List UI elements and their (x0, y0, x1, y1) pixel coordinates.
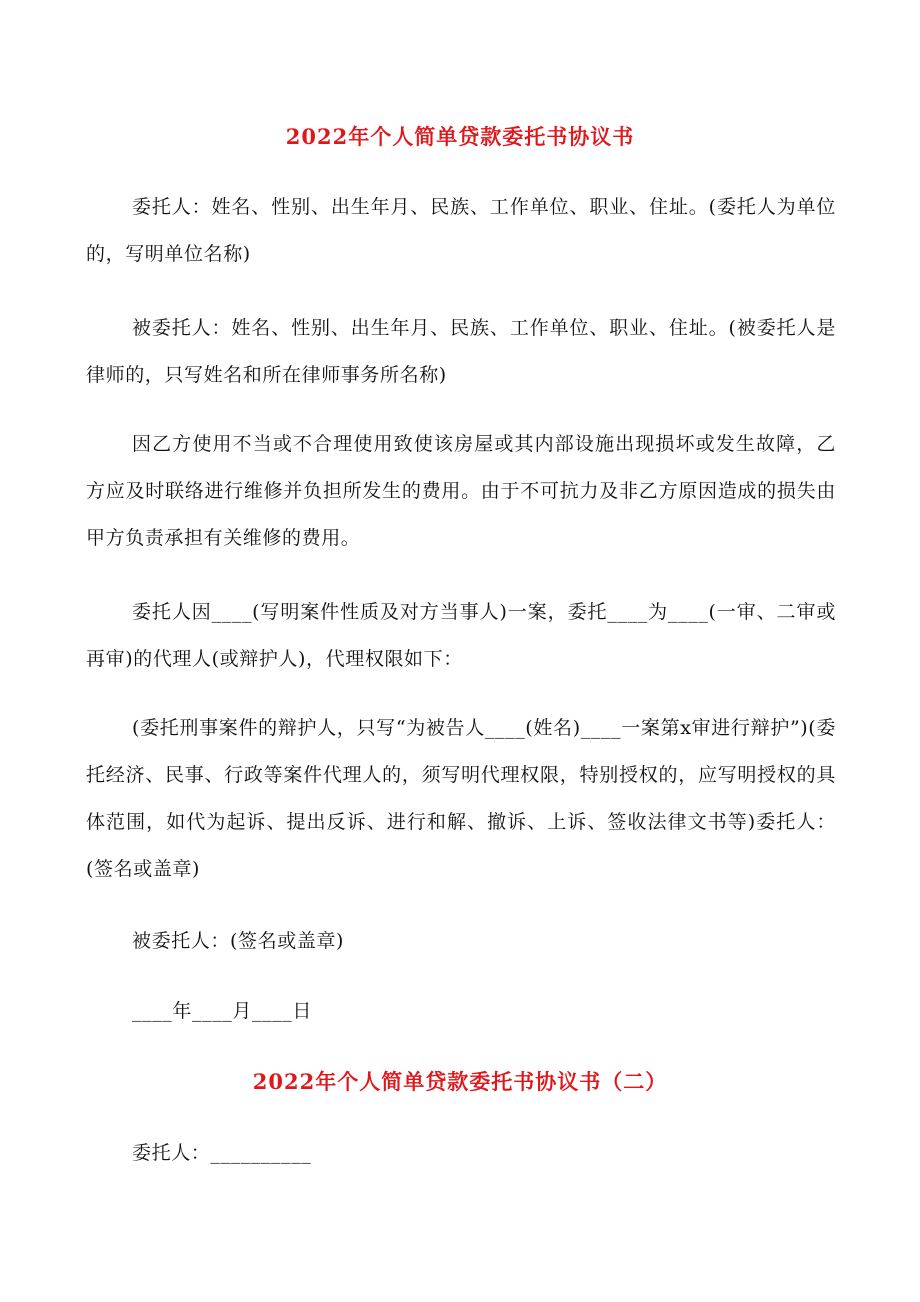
paragraph-principal-blank: 委托人：__________ (132, 1142, 312, 1164)
paragraph-authority-scope: (委托刑事案件的辩护人，只写“为被告人____(姓名)____一案第x审进行辩护”)(委托经济、民事、行政等案件代理人的，须写明代理权限，特别授权的，应写明授权的具体范围，如代为起诉、提出反诉、进行和解、撤诉、上诉、签收法律文书等)委托人：(签名或盖章) (86, 717, 836, 880)
paragraph-damage-clause: 因乙方使用不当或不合理使用致使该房屋或其内部设施出现损坏或发生故障，乙方应及时联络进行维修并负担所发生的费用。由于不可抗力及非乙方原因造成的损失由甲方负责承担有关维修的费用。 (86, 433, 836, 549)
paragraph-principal: 委托人：姓名、性别、出生年月、民族、工作单位、职业、住址。(委托人为单位的，写明单位名称) (86, 196, 836, 265)
paragraph-case-entrustment: 委托人因____(写明案件性质及对方当事人)一案，委托____为____(一审、二审或再审)的代理人(或辩护人)，代理权限如下： (86, 601, 836, 670)
paragraph-agent-signature: 被委托人：(签名或盖章) (132, 930, 345, 952)
document-title: 2022年个人简单贷款委托书协议书 (285, 124, 635, 149)
paragraph-date-line: ____年____月____日 (132, 1000, 313, 1022)
document-title-part-2: 2022年个人简单贷款委托书协议书（二） (252, 1069, 668, 1094)
paragraph-agent: 被委托人：姓名、性别、出生年月、民族、工作单位、职业、住址。(被委托人是律师的，只写姓名和所在律师事务所名称) (86, 317, 836, 386)
